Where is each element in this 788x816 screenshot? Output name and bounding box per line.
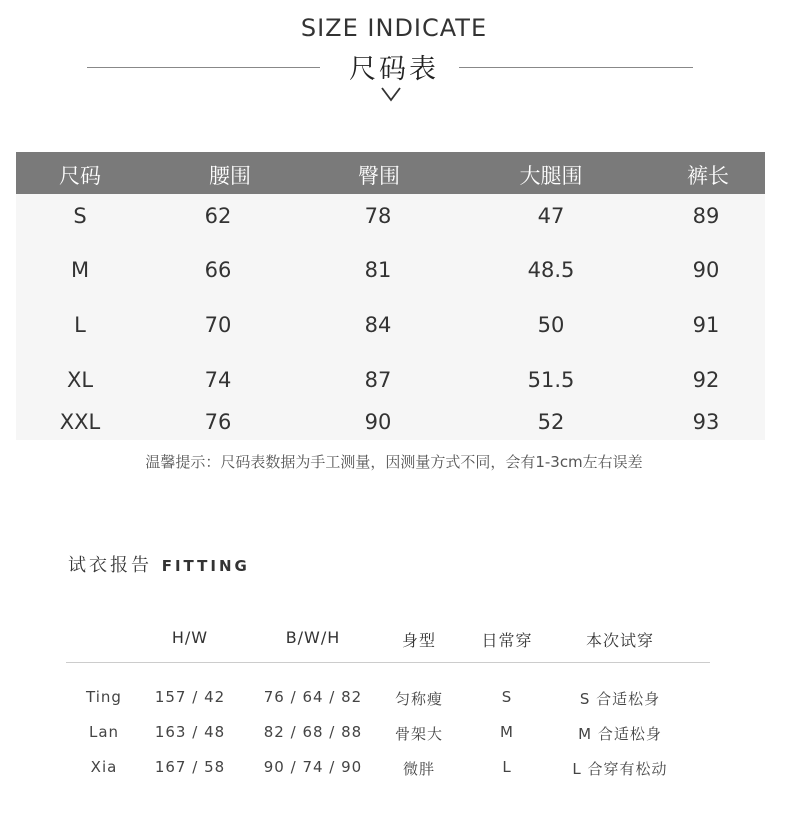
cell-size: XL [66,368,94,392]
col-header-tried-size: 本次试穿 [585,631,654,650]
section-title-english: SIZE INDICATE [300,14,488,42]
col-header-hip: 臀围 [358,164,400,188]
fitting-title-english: FITTING [161,557,250,575]
col-header-waist: 腰围 [209,164,251,188]
cell-usual-size: M [500,723,514,741]
cell-hip: 78 [364,204,392,228]
cell-length: 92 [692,368,720,392]
fitting-divider [66,662,710,663]
cell-usual-size: S [501,688,513,706]
cell-length: 91 [692,313,720,337]
table-row [0,688,788,712]
cell-thigh: 50 [537,313,565,337]
cell-thigh: 51.5 [527,368,575,392]
col-header-thigh: 大腿围 [519,164,583,188]
cell-body-type: 骨架大 [394,725,443,743]
col-header-usual-size: 日常穿 [481,631,533,650]
cell-name: Lan [88,723,120,741]
cell-size: XXL [59,410,101,434]
cell-bust-waist-hip: 82 / 68 / 88 [263,723,363,741]
cell-size: L [74,313,86,337]
cell-height-weight: 167 / 58 [154,758,226,776]
table-row [0,723,788,747]
table-row [16,309,765,345]
cell-usual-size: L [502,758,512,776]
fitting-title [68,551,250,577]
col-header-body-type: 身型 [401,631,436,650]
fitting-table-header [0,628,788,652]
fitting-title-chinese: 试衣报告 [68,555,152,576]
col-header-size: 尺码 [59,164,101,188]
table-row [16,254,765,290]
col-header-length: 裤长 [687,164,729,188]
measurement-note: 温馨提示：尺码表数据为手工测量，因测量方式不同，会有1-3cm左右误差 [145,453,643,471]
cell-thigh: 47 [537,204,565,228]
cell-waist: 70 [204,313,232,337]
cell-hip: 81 [364,258,392,282]
cell-hip: 90 [364,410,392,434]
title-divider-right [459,67,693,68]
cell-thigh: 48.5 [527,258,575,282]
cell-length: 89 [692,204,720,228]
col-header-height-weight: H/W [171,628,209,647]
cell-hip: 87 [364,368,392,392]
cell-length: 93 [692,410,720,434]
section-title-chinese: 尺码表 [349,54,439,85]
cell-body-type: 微胖 [402,760,435,778]
cell-waist: 62 [204,204,232,228]
cell-height-weight: 163 / 48 [154,723,226,741]
table-row [0,758,788,782]
cell-thigh: 52 [537,410,565,434]
table-row [16,364,765,400]
cell-name: Ting [86,688,122,706]
size-chart-table [16,152,765,440]
cell-bust-waist-hip: 76 / 64 / 82 [263,688,363,706]
cell-bust-waist-hip: 90 / 74 / 90 [263,758,363,776]
cell-waist: 76 [204,410,232,434]
cell-tried-size: M 合适松身 [578,725,662,743]
cell-hip: 84 [364,313,392,337]
cell-length: 90 [692,258,720,282]
cell-body-type: 匀称瘦 [394,690,443,708]
chevron-down-icon [380,86,402,102]
cell-waist: 66 [204,258,232,282]
table-row [16,200,765,236]
table-row [16,406,765,442]
size-table-header [16,152,765,194]
cell-tried-size: L 合穿有松动 [572,760,668,778]
cell-name: Xia [90,758,118,776]
cell-waist: 74 [204,368,232,392]
cell-size: S [73,204,87,228]
cell-height-weight: 157 / 42 [154,688,226,706]
cell-tried-size: S 合适松身 [579,690,661,708]
col-header-bust-waist-hip: B/W/H [285,628,341,647]
cell-size: M [70,258,90,282]
